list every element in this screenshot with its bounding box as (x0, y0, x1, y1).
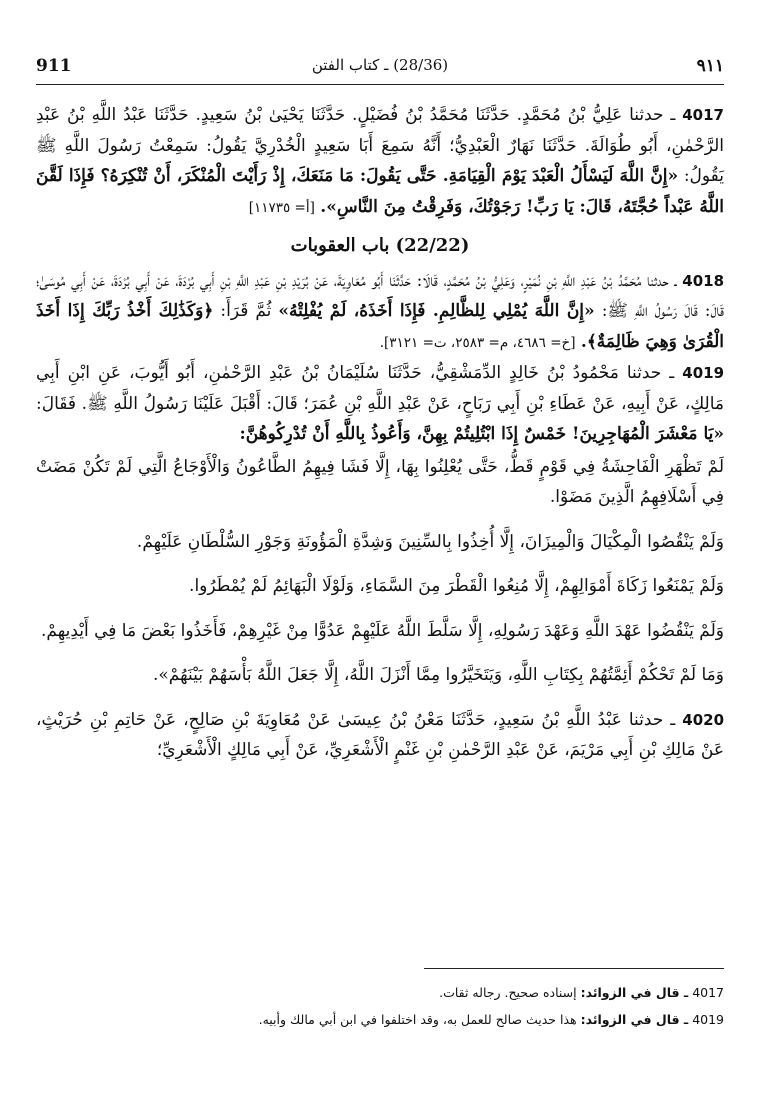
running-title: (28/36) ـ كتاب الفتن (311, 56, 449, 74)
footnote-text: هذا حديث صالح للعمل به، وقد اختلفوا في ابن أبي مالك وأبيه. (258, 1012, 577, 1027)
hadith-text: «إِنَّ اللَّهَ لَيَسْأَلُ الْعَبْدَ يَوْمَ الْقِيَامَةِ. حَتَّى يَقُولَ: مَا مَنَعَكَ، إِذْ رَأَيْتَ الْمُنْكَرَ، أَنْ تُنْكِرَهُ؟ فَإِذَا لَقَّنَ اللَّهُ عَبْداً حُجَّتَهُ، قَالَ: يَا رَبِّ! رَجَوْتُكَ، وَفَرِقْتُ مِنَ النَّاسِ». (36, 166, 724, 217)
hadith-chain: ـ حدثنا عَلِيُّ بْنُ مُحَمَّدٍ. حَدَّثَنَا مُحَمَّدُ بْنُ فُضَيْلٍ. حَدَّثَنَا يَحْيَىٰ بْنُ سَعِيدٍ. حَدَّثَنَا عَبْدُ اللَّهِ بْنُ عَبْدِ الرَّحْمٰنِ، أَبُو طُوَالَةَ. حَدَّثَنَا نَهَارٌ الْعَبْدِيُّ؛ أَنَّهُ سَمِعَ أَبَا سَعِيدٍ الْخُدْرِيَّ يَقُولُ: سَمِعْتُ رَسُولَ اللَّهِ ﷺ يَقُولُ: (36, 105, 725, 186)
page-body (36, 100, 724, 766)
hadith-number: 4019 (682, 364, 725, 382)
hadith-chain: ـ حدثنا مَحْمُودُ بْنُ خَالِدٍ الدِّمَشْقِيُّ، حَدَّثَنَا سُلَيْمَانُ بْنُ عَبْدِ الرَّحْمٰنِ، أَبُو أَيُّوبَ، عَنِ ابْنِ أَبِي مَالِكٍ، عَنْ أَبِيهِ، عَنْ عَطَاءِ بْنِ أَبِي رَبَاحٍ، عَنْ عَبْدِ اللَّهِ بْنِ عُمَرَ؛ قَالَ: أَقْبَلَ عَلَيْنَا رَسُولُ اللَّهِ ﷺ. فَقَالَ: (36, 363, 724, 414)
footnote-text: إسناده صحيح. رجاله ثقات. (439, 985, 577, 1000)
footnote-number: 4017 (692, 985, 724, 1000)
hadith-line: وَلَمْ يَنْقُضُوا عَهْدَ اللَّهِ وَعَهْدَ رَسُولِهِ، إِلَّا سَلَّطَ اللَّهُ عَلَيْهِمْ عَدُوًّا مِنْ غَيْرِهِمْ، فَأَخَذُوا بَعْضَ مَا فِي أَيْدِيهِمْ. (41, 620, 724, 641)
footnote-item (36, 979, 724, 1006)
page-header (36, 44, 724, 85)
hadith-number: 4018 (682, 271, 725, 290)
hadith-chain: ـ حدثنا مُحَمَّدُ بْنُ عَبْدِ اللَّهِ بْنِ نُمَيْرٍ، وَعَلِيُّ بْنُ مُحَمَّدٍ، قَالَا: حَدَّثَنَا أَبُو مُعَاوِيَةَ، عَنْ بُرَيْدِ بْنِ عَبْدِ اللَّهِ بْنِ أَبِي بُرْدَةَ، عَنْ أَبِي بُرْدَةَ، عَنْ أَبِي مُوسَىٰ؛ قَالَ: قَالَ رَسُولُ اللَّهِ ﷺ: (36, 270, 725, 321)
footnote-label: ـ قال في الزوائد: (580, 1012, 689, 1027)
section-heading: (22/22) باب العقوبات (290, 235, 470, 256)
hadith-4018 (36, 266, 724, 359)
hadith-4020 (36, 705, 724, 766)
hadith-text: «إِنَّ اللَّهَ يُمْلِي لِلظَّالِمِ. فَإِذَا أَخَذَهُ، لَمْ يُفْلِتْهُ» (278, 301, 595, 321)
footnote-item (36, 1006, 724, 1033)
hadith-chain: ـ حدثنا عَبْدُ اللَّهِ بْنُ سَعِيدٍ، حَدَّثَنَا مَعْنُ بْنُ عِيسَىٰ عَنْ مُعَاوِيَةَ بْنِ صَالِحٍ، عَنْ حَاتِمِ بْنِ حُرَيْثٍ، عَنْ مَالِكِ بْنِ أَبِي مَرْيَمَ، عَنْ عَبْدِ الرَّحْمٰنِ بْنِ غَنْمٍ الْأَشْعَرِيِّ، عَنْ أَبِي مَالِكٍ الْأَشْعَرِيِّ؛ (36, 709, 724, 760)
hadith-line: وَمَا لَمْ تَحْكُمْ أَئِمَّتُهُمْ بِكِتَابِ اللَّهِ، وَيَتَخَيَّرُوا مِمَّا أَنْزَلَ اللَّهُ، إِلَّا جَعَلَ اللَّهُ بَأْسَهُمْ بَيْنَهُمْ». (153, 665, 724, 685)
page-number-arabic: ٩١١ (696, 56, 724, 76)
hadith-4019 (36, 358, 724, 450)
hadith-line: وَلَمْ يَنْقُصُوا الْمِكْيَالَ وَالْمِيزَانَ، إِلَّا أُخِذُوا بِالسِّنِينَ وَشِدَّةِ الْمَؤُونَةِ وَجَوْرِ السُّلْطَانِ عَلَيْهِمْ. (136, 531, 724, 552)
quran-verse: ﴿وَكَذَٰلِكَ أَخْذُ رَبِّكَ إِذَا أَخَذَ الْقُرَىٰ وَهِيَ ظَالِمَةٌ﴾. (36, 301, 724, 352)
footnote-list (36, 979, 724, 1033)
hadith-line: لَمْ تَظْهَرِ الْفَاحِشَةُ فِي قَوْمٍ قَطُّ، حَتَّى يُعْلِنُوا بِهَا، إِلَّا فَشَا فِيهِمُ الطَّاعُونُ وَالْأَوْجَاعُ الَّتِي لَمْ تَكُنْ مَضَتْ فِي أَسْلَافِهِمُ الَّذِينَ مَضَوْا. (36, 456, 724, 507)
footnotes (36, 968, 724, 1033)
hadith-number: 4017 (682, 106, 724, 124)
hadith-line: وَلَمْ يَمْنَعُوا زَكَاةَ أَمْوَالِهِمْ، إِلَّا مُنِعُوا الْقَطْرَ مِنَ السَّمَاءِ، وَلَوْلَا الْبَهَائِمُ لَمْ يُمْطَرُوا. (189, 576, 724, 596)
hadith-connector: ثُمَّ قَرَأَ: (220, 301, 272, 321)
footnote-label: ـ قال في الزوائد: (580, 985, 689, 1000)
footnote-number: 4019 (692, 1012, 724, 1027)
hadith-text: «يَا مَعْشَرَ الْمُهَاجِرِينَ! خَمْسٌ إِذَا ابْتُلِيتُمْ بِهِنَّ، وَأَعُوذُ بِاللَّهِ أَنْ تُدْرِكُوهُنَّ: (239, 424, 724, 444)
page-number-latin: 911 (36, 56, 72, 76)
footnote-divider (424, 968, 724, 969)
hadith-number: 4020 (682, 710, 725, 729)
hadith-4017 (36, 100, 724, 223)
cross-reference: [أ= ١١٧٣٥] (248, 199, 315, 216)
cross-reference: [خ= ٤٦٨٦، م= ٢٥٨٣، ت= ٣١٢١]. (379, 334, 576, 351)
